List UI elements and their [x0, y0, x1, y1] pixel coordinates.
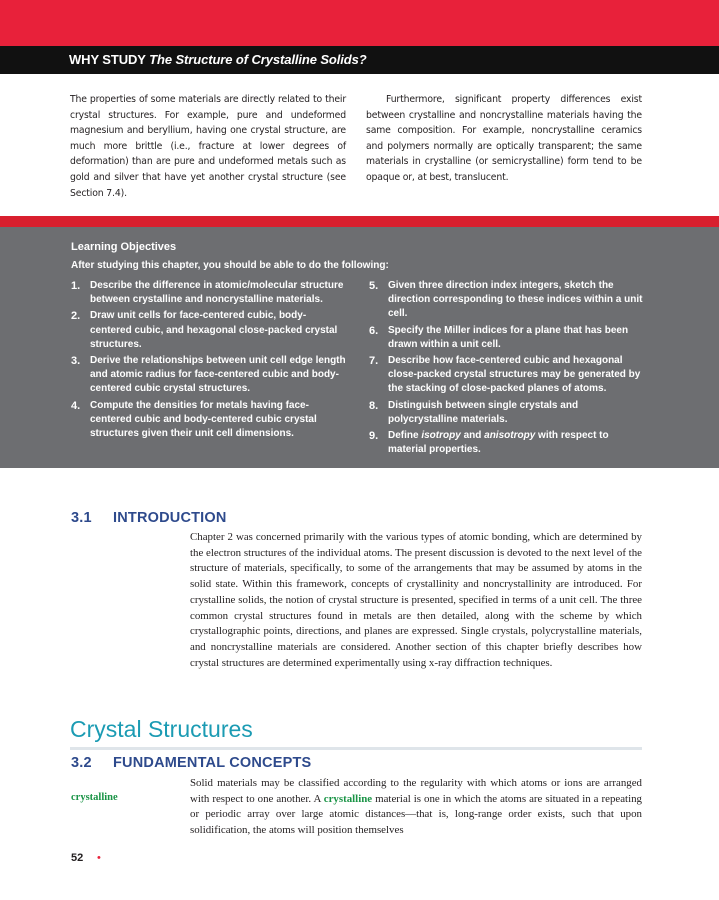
section-3-1-heading	[71, 510, 227, 526]
objective-number: 7.	[369, 355, 379, 368]
objective-item	[71, 309, 346, 352]
objective-text: Compute the densities for metals having face-centered cubic and body-centered cubic crystal structures given their unit cell dimensions.	[90, 399, 317, 440]
section-3-2-heading	[71, 755, 311, 771]
objective-text-mid: and	[460, 430, 485, 442]
margin-glossary-term: crystalline	[71, 792, 118, 803]
objective-term-isotropy: isotropy	[421, 430, 461, 442]
objective-item	[369, 279, 644, 322]
why-study-title: The Structure of Crystalline Solids?	[149, 52, 367, 67]
page-number: 52	[71, 852, 84, 864]
objective-number: 9.	[369, 430, 379, 443]
objective-text: Describe the difference in atomic/molecular structure between crystalline and noncrystalline materials.	[90, 280, 344, 306]
objective-text-pre: Define	[388, 430, 422, 442]
objective-text: Distinguish between single crystals and polycrystalline materials.	[388, 399, 579, 425]
objective-text: Given three direction index integers, sketch the direction corresponding to these indices within a unit cell.	[388, 280, 643, 320]
objective-number: 8.	[369, 399, 379, 412]
section-3-1-body: Chapter 2 was concerned primarily with the various types of atomic bonding, which are determined by the electron structures of the individual atoms. The present discussion is devoted to the next level of the structure of materials, specifically, to some of the arrangements that may be assumed by atoms in the solid state. Within this framework, concepts of crystallinity and noncrystallinity are introduced. For crystalline solids, the notion of crystal structure is presented, specified in terms of a unit cell. The three common crystal structures found in metals are then detailed, along with the scheme by which crystallographic points, directions, and planes are expressed. Single crystals, polycrystalline materials, and noncrystalline materials are considered. Another section of this chapter briefly describes how crystal structures are determined experimentally using x-ray diffraction techniques.	[190, 531, 642, 669]
objective-text-post: with respect to material properties.	[388, 430, 609, 456]
objectives-left-column	[71, 279, 346, 443]
objective-item	[71, 399, 346, 442]
objective-item	[369, 354, 644, 397]
objective-item	[369, 429, 644, 457]
objective-item	[71, 279, 346, 307]
section-number: 3.2	[71, 755, 92, 771]
body-text-post: material is one in which the atoms are situated in a repeating or periodic array over large atomic distances—that is, long-range order exists, such that upon solidification, the atoms will position themselves	[190, 792, 642, 837]
learning-objectives-box	[0, 227, 719, 468]
part-title: Crystal Structures	[70, 716, 253, 742]
objective-number: 5.	[369, 280, 379, 292]
why-study-prefix: WHY STUDY	[69, 52, 146, 67]
objective-text: Draw unit cells for face-centered cubic, body-centered cubic, and hexagonal close-packed crystal structures.	[90, 310, 338, 350]
keyword-crystalline: crystalline	[323, 792, 373, 805]
why-study-left-paragraph: The properties of some materials are directly related to their crystal structures. For example, pure and undeformed magnesium and beryllium, having one crystal structure, are much more brittle (i.e., fracture at lower degrees of deformation) than are pure and undeformed metals such as gold and silver that have yet another crystal structure (see Section 7.4).	[70, 94, 346, 199]
section-number: 3.1	[71, 510, 92, 526]
objective-text: Derive the relationships between unit cell edge length and atomic radius for face-centered cubic and body-centered cubic crystal structures.	[90, 355, 346, 395]
objective-number: 1.	[71, 280, 81, 292]
objective-number: 6.	[369, 324, 379, 337]
objectives-right-column	[369, 279, 644, 459]
objectives-intro: After studying this chapter, you should be able to do the following:	[71, 260, 389, 271]
objective-text: Specify the Miller indices for a plane that has been drawn within a unit cell.	[388, 324, 629, 350]
page-bullet: •	[97, 852, 101, 864]
part-title-rule	[70, 747, 642, 750]
objective-number: 2.	[71, 310, 81, 323]
body-text-pre: Solid materials may be classified according to the regularity with which atoms or ions are arranged with respect to one another. A	[190, 777, 642, 805]
section-title: FUNDAMENTAL CONCEPTS	[113, 755, 312, 771]
objective-number: 4.	[71, 399, 81, 412]
section-title: INTRODUCTION	[113, 510, 227, 526]
objective-item	[369, 324, 644, 352]
top-red-banner	[0, 0, 719, 46]
why-study-right-paragraph: Furthermore, significant property differences exist between crystalline and noncrystalline materials having the same composition. For example, noncrystalline ceramics and polymers normally are optically transparent; the same materials in crystalline (or semicrystalline) form tend to be opaque or, at best, translucent.	[366, 94, 642, 183]
objective-text: Describe how face-centered cubic and hexagonal close-packed crystal structures may be generated by the stacking of close-packed planes of atoms.	[388, 355, 641, 395]
objective-term-anisotropy: anisotropy	[484, 430, 536, 442]
objectives-red-strip	[0, 216, 719, 227]
section-3-2-body	[190, 776, 642, 839]
objective-number: 3.	[71, 355, 81, 368]
objective-item	[71, 354, 346, 397]
why-study-header	[0, 46, 719, 74]
objective-item	[369, 399, 644, 427]
objectives-heading: Learning Objectives	[71, 241, 177, 253]
